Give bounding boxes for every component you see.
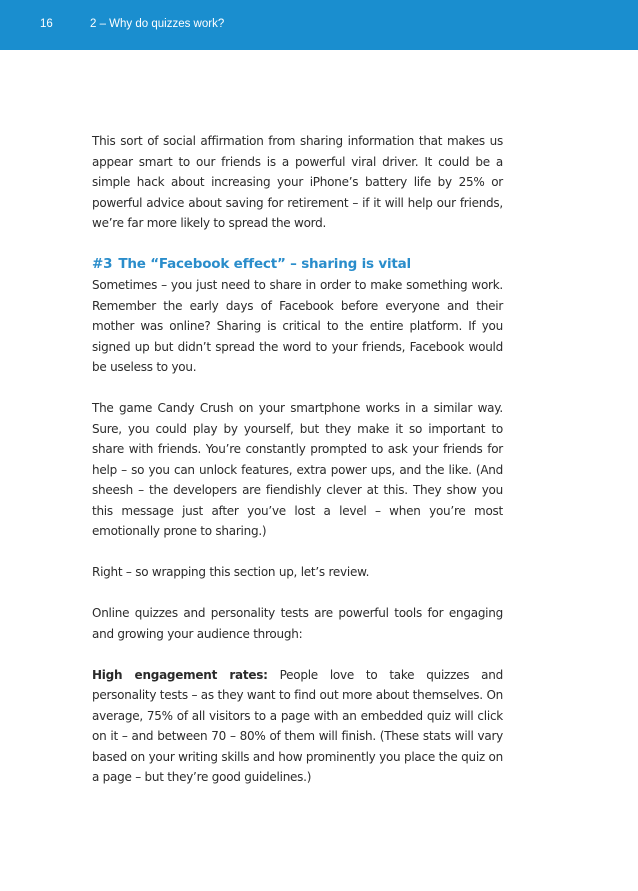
page-number: 16 bbox=[40, 18, 53, 30]
chapter-title: 2 – Why do quizzes work? bbox=[90, 18, 225, 30]
paragraph: The game Candy Crush on your smartphone works in a similar way. Sure, you could play by yourself, but they make it so important to share with friends. You’re constantly prompted to ask your friends for help – so you can unlock features, extra power ups, and the like. (And sheesh – the developers are fiendishly clever at this. They show you this message just after you’ve lost a level – when you’re most emotionally prone to sharing.) bbox=[92, 401, 503, 538]
paragraph-lead: High engagement rates: bbox=[92, 667, 268, 682]
page-content bbox=[92, 131, 503, 808]
section-title: The “Facebook effect” – sharing is vital bbox=[118, 256, 411, 272]
header-bar bbox=[0, 0, 638, 50]
paragraph-text: People love to take quizzes and personality tests – as they want to find out more about themselves. On average, 75% of all visitors to a page with an embedded quiz will click on it – and between 70 – 80% of them will finish. (These stats will vary based on your writing skills and how prominently you place the quiz on a page – but they’re good guidelines.) bbox=[92, 667, 503, 784]
paragraph: Right – so wrapping this section up, let’s review. bbox=[92, 565, 370, 579]
paragraph: Online quizzes and personality tests are powerful tools for engaging and growing your audience through: bbox=[92, 606, 503, 641]
paragraph: Sometimes – you just need to share in order to make something work. Remember the early days of Facebook before everyone and their mother was online? Sharing is critical to the entire platform. If you signed up but didn’t spread the word to your friends, Facebook would be useless to you. bbox=[92, 278, 503, 374]
paragraph: This sort of social affirmation from sharing information that makes us appear smart to our friends is a powerful viral driver. It could be a simple hack about increasing your iPhone’s battery life by 25% or powerful advice about saving for retirement – if it will help our friends, we’re far more likely to spread the word. bbox=[92, 134, 503, 230]
section-heading bbox=[92, 254, 503, 275]
paragraph bbox=[92, 665, 503, 788]
section-number: #3 bbox=[92, 256, 113, 272]
